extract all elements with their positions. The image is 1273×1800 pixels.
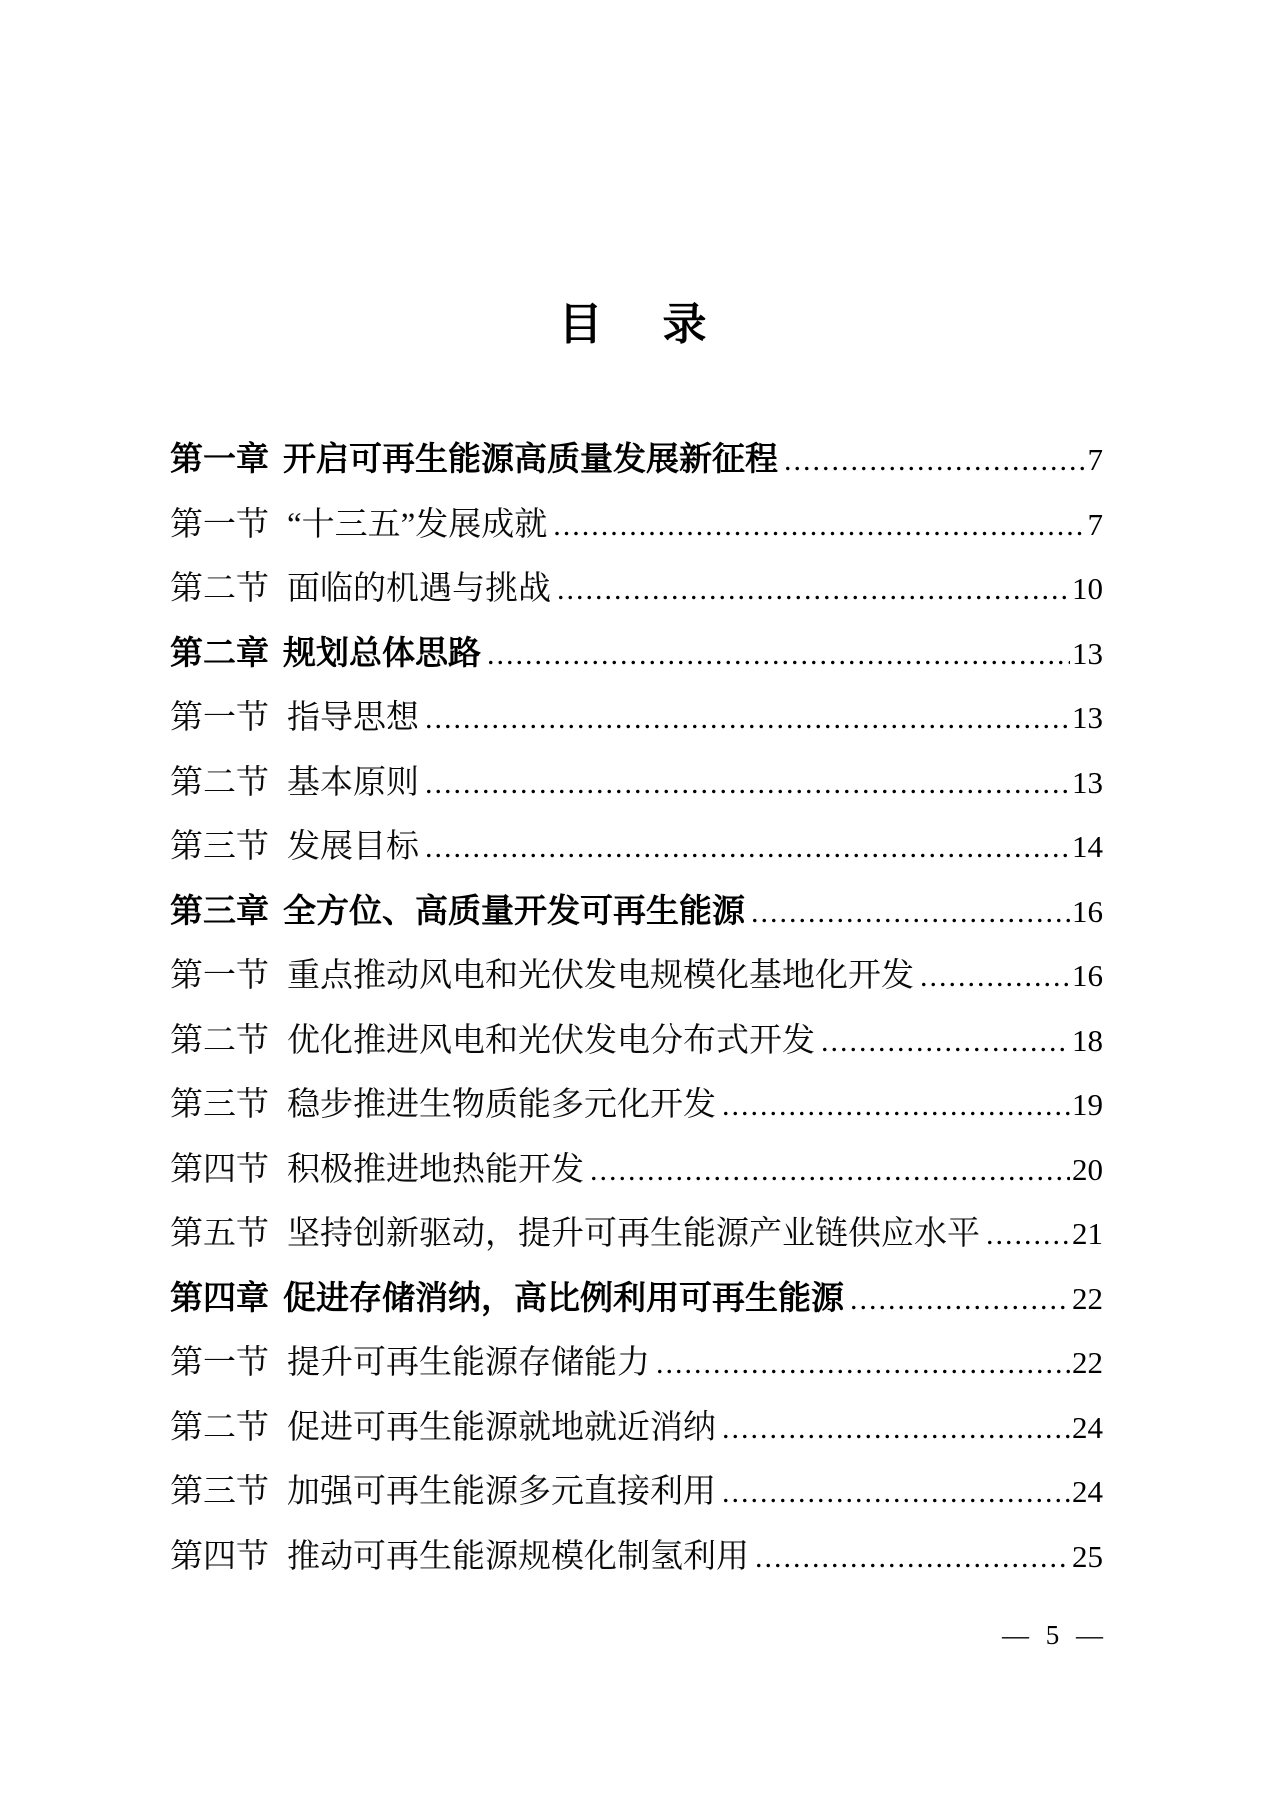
toc-entry-page: 19 [1072, 1087, 1103, 1122]
toc-entry-title: 提升可再生能源存储能力 [287, 1345, 650, 1381]
page-footer [1002, 1620, 1103, 1651]
toc-entry-number: 第三节 [170, 1087, 269, 1123]
toc-entry-page: 18 [1072, 1022, 1103, 1058]
toc-entry-title: 促进可再生能源就地就近消纳 [287, 1409, 716, 1446]
toc-entry-number: 第四节 [170, 1151, 269, 1188]
toc-row [170, 627, 1103, 692]
toc-entry-title: 稳步推进生物质能多元化开发 [287, 1087, 716, 1123]
toc-row [170, 756, 1103, 821]
dot-leader [986, 1218, 1070, 1252]
toc-entry-number: 第一节 [170, 958, 269, 994]
toc-entry-number: 第二节 [170, 571, 269, 607]
toc-row [170, 1078, 1103, 1143]
toc-entry-number: 第一节 [170, 1345, 269, 1381]
toc-entry-number: 第四节 [170, 1538, 269, 1575]
dot-leader [920, 960, 1070, 994]
toc-entry-number: 第一节 [170, 700, 269, 736]
toc-entry-title: 加强可再生能源多元直接利用 [287, 1474, 716, 1510]
toc-row [170, 433, 1103, 498]
dot-leader [821, 1025, 1070, 1059]
dot-leader [784, 444, 1086, 478]
toc-row [170, 691, 1103, 756]
toc-entry-number: 第二节 [170, 764, 269, 801]
toc-row [170, 1401, 1103, 1466]
dot-leader [751, 896, 1070, 930]
toc-entry-title: 开启可再生能源高质量发展新征程 [283, 440, 778, 477]
toc-entry-number: 第二节 [170, 1022, 269, 1059]
toc-entry-number: 第三节 [170, 1474, 269, 1510]
footer-page-number: — 5 — [1002, 1620, 1103, 1650]
toc-entry-page: 13 [1072, 700, 1103, 735]
toc-entry-title: 重点推动风电和光伏发电规模化基地化开发 [287, 958, 914, 994]
toc-entry-number: 第三章 [170, 891, 269, 929]
toc-row [170, 885, 1103, 950]
toc-row [170, 562, 1103, 627]
toc-entry-title: “十三五”发展成就 [287, 506, 548, 543]
dot-leader [553, 509, 1085, 543]
toc-entry-page: 24 [1072, 1409, 1103, 1445]
toc-row [170, 1014, 1103, 1079]
dot-leader [425, 767, 1070, 801]
dot-leader [722, 1476, 1070, 1510]
toc-entry-title: 基本原则 [287, 764, 419, 801]
dot-leader [722, 1412, 1070, 1446]
toc-entry-number: 第三节 [170, 829, 269, 865]
dot-leader [755, 1541, 1070, 1575]
toc-row [170, 949, 1103, 1014]
toc-entry-number: 第二节 [170, 1409, 269, 1446]
toc-entry-page: 20 [1072, 1151, 1103, 1187]
toc-row [170, 1272, 1103, 1337]
toc-entry-title: 促进存储消纳，高比例利用可再生能源 [283, 1278, 844, 1316]
toc-row [170, 498, 1103, 563]
toc-row [170, 820, 1103, 885]
toc-entry-page: 13 [1072, 764, 1103, 800]
dot-leader [487, 638, 1070, 672]
toc-entry-page: 25 [1072, 1538, 1103, 1574]
toc-entry-page: 24 [1072, 1474, 1103, 1509]
toc-entry-number: 第五节 [170, 1216, 269, 1252]
toc-entry-page: 16 [1072, 958, 1103, 993]
toc-entry-title: 指导思想 [287, 700, 419, 736]
dot-leader [656, 1347, 1070, 1381]
table-of-contents [170, 433, 1103, 1594]
toc-entry-page: 16 [1072, 893, 1103, 929]
toc-entry-number: 第四章 [170, 1278, 269, 1316]
toc-row [170, 1143, 1103, 1208]
toc-entry-title: 积极推进地热能开发 [287, 1151, 584, 1188]
toc-entry-title: 发展目标 [287, 829, 419, 865]
toc-entry-title: 优化推进风电和光伏发电分布式开发 [287, 1022, 815, 1059]
toc-entry-page: 7 [1087, 506, 1103, 542]
toc-entry-page: 13 [1072, 635, 1103, 671]
toc-entry-page: 22 [1072, 1280, 1103, 1316]
toc-row [170, 1207, 1103, 1272]
dot-leader [425, 831, 1070, 865]
toc-entry-title: 面临的机遇与挑战 [287, 571, 551, 607]
toc-entry-number: 第一节 [170, 506, 269, 543]
toc-entry-page: 7 [1087, 442, 1103, 477]
toc-entry-page: 14 [1072, 829, 1103, 864]
dot-leader [850, 1283, 1070, 1317]
toc-row [170, 1530, 1103, 1595]
toc-entry-number: 第一章 [170, 440, 269, 477]
toc-entry-title: 坚持创新驱动，提升可再生能源产业链供应水平 [287, 1216, 980, 1252]
toc-entry-page: 21 [1072, 1216, 1103, 1251]
toc-entry-page: 10 [1072, 571, 1103, 606]
dot-leader [590, 1154, 1070, 1188]
toc-entry-number: 第二章 [170, 633, 269, 671]
page-title: 目 录 [558, 300, 715, 349]
toc-row [170, 1336, 1103, 1401]
toc-row [170, 1465, 1103, 1530]
toc-entry-title: 规划总体思路 [283, 633, 481, 671]
dot-leader [425, 702, 1070, 736]
toc-entry-title: 推动可再生能源规模化制氢利用 [287, 1538, 749, 1575]
toc-entry-title: 全方位、高质量开发可再生能源 [283, 891, 745, 929]
dot-leader [557, 573, 1070, 607]
toc-entry-page: 22 [1072, 1345, 1103, 1380]
dot-leader [722, 1089, 1070, 1123]
